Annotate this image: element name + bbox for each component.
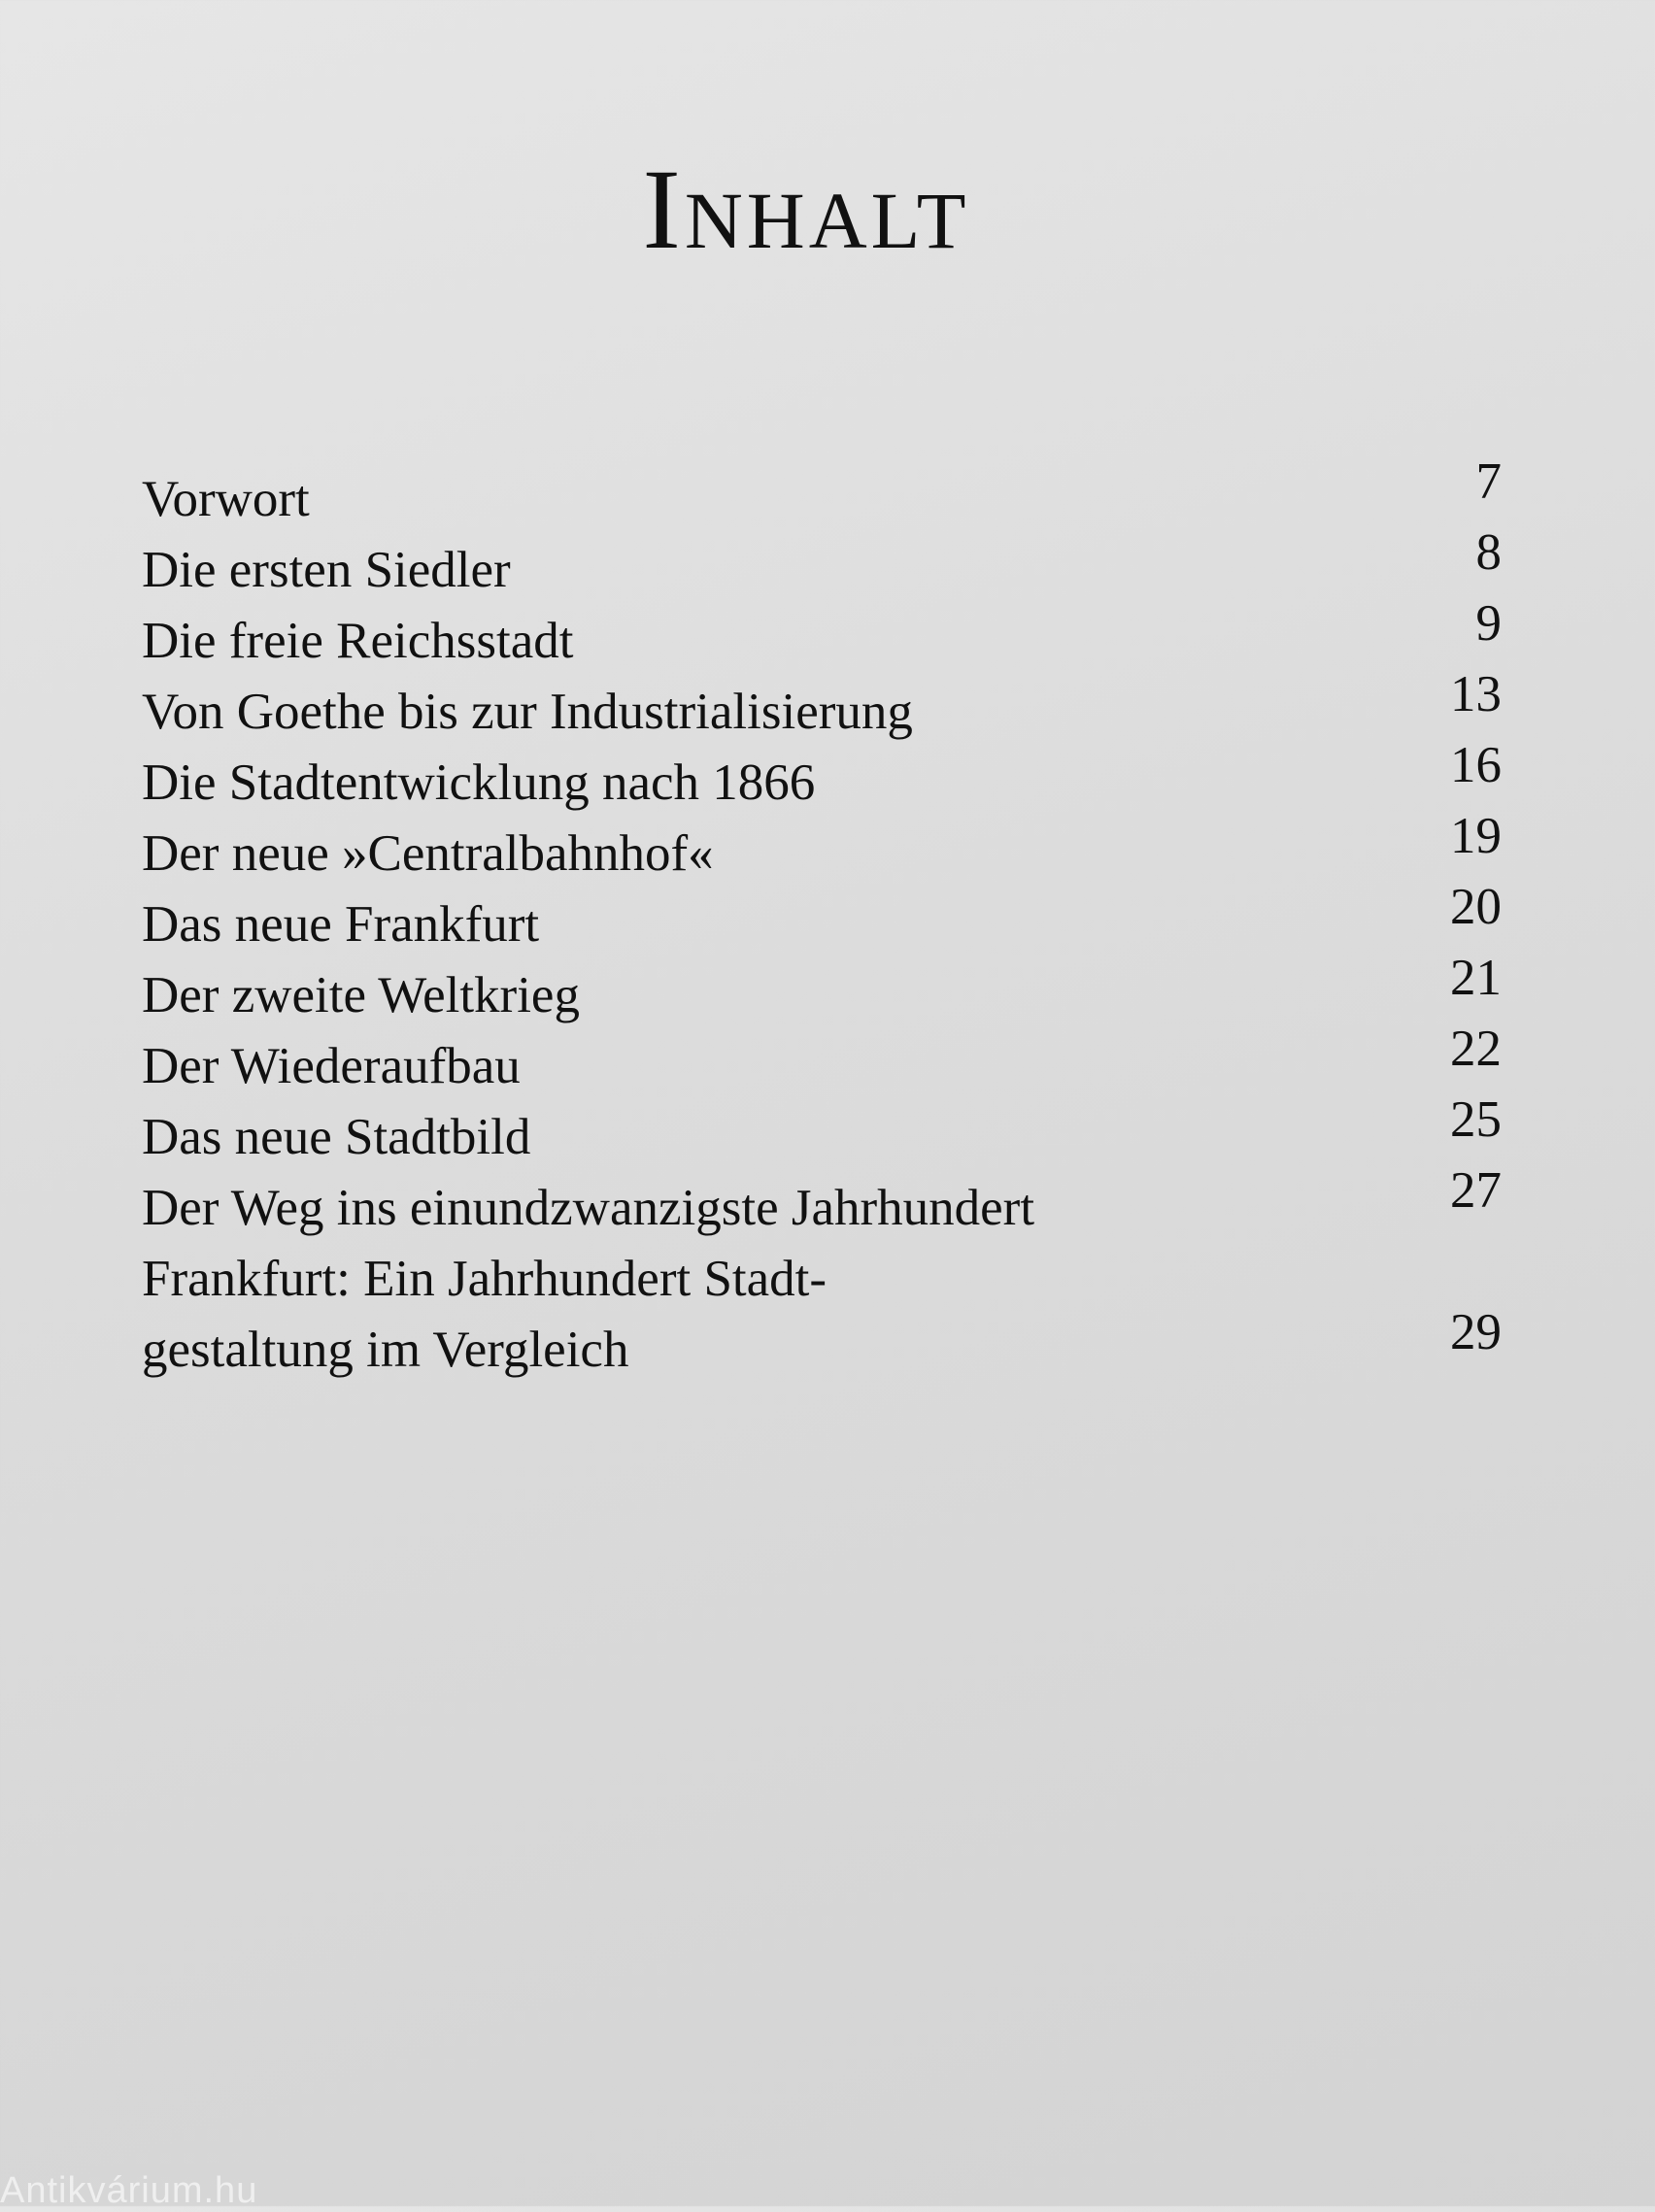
- toc-entry-page: 16: [1450, 737, 1502, 793]
- toc-entry-label: Der Weg ins einundzwanzigste Jahrhundert: [142, 1180, 1035, 1236]
- toc-entry-label: Der Wiederaufbau: [142, 1038, 521, 1094]
- toc-entry: [142, 1244, 1502, 1386]
- watermark: Antikvárium.hu: [0, 2170, 258, 2211]
- toc-entry: [142, 950, 1502, 1031]
- toc-entry: [142, 879, 1502, 960]
- toc-entry-label: Das neue Stadtbild: [142, 1109, 531, 1165]
- toc-entry: [142, 1162, 1502, 1244]
- toc-entry: [142, 524, 1502, 606]
- toc-entry: [142, 1021, 1502, 1102]
- toc-entry-label: Der zweite Weltkrieg: [142, 967, 580, 1023]
- toc-entry: [142, 595, 1502, 677]
- toc-entry-label: Von Goethe bis zur Industrialisierung: [142, 684, 913, 740]
- toc-entry-page: 20: [1450, 879, 1502, 935]
- toc-entry: [142, 666, 1502, 748]
- toc-entry-page: 21: [1450, 950, 1502, 1006]
- toc-entry-page: 22: [1450, 1021, 1502, 1077]
- toc-entry-page: 25: [1450, 1091, 1502, 1148]
- toc-entry-page: 29: [1450, 1304, 1502, 1360]
- toc-entry-label: Die freie Reichsstadt: [142, 613, 574, 669]
- page-title: Inhalt: [642, 146, 970, 274]
- toc-entry-page: 9: [1475, 595, 1502, 652]
- toc-entry-page: 8: [1475, 524, 1502, 581]
- toc-entry-label: Das neue Frankfurt: [142, 896, 540, 953]
- toc-entry-label: Die Stadtentwicklung nach 1866: [142, 754, 816, 811]
- toc-entry: [142, 737, 1502, 819]
- toc-entry-label: Frankfurt: Ein Jahrhundert Stadt- gestaltung im Vergleich: [142, 1251, 828, 1378]
- toc-entry-page: 27: [1450, 1162, 1502, 1219]
- toc-entry: [142, 453, 1502, 535]
- toc-entry-label: Der neue »Centralbahnhof«: [142, 825, 714, 882]
- toc-entry: [142, 808, 1502, 889]
- table-of-contents: [142, 453, 1502, 1386]
- toc-entry: [142, 1091, 1502, 1173]
- toc-entry-page: 7: [1475, 453, 1502, 510]
- toc-entry-label: Die ersten Siedler: [142, 542, 511, 598]
- toc-entry-page: 19: [1450, 808, 1502, 864]
- toc-entry-page: 13: [1450, 666, 1502, 722]
- toc-entry-label: Vorwort: [142, 471, 310, 527]
